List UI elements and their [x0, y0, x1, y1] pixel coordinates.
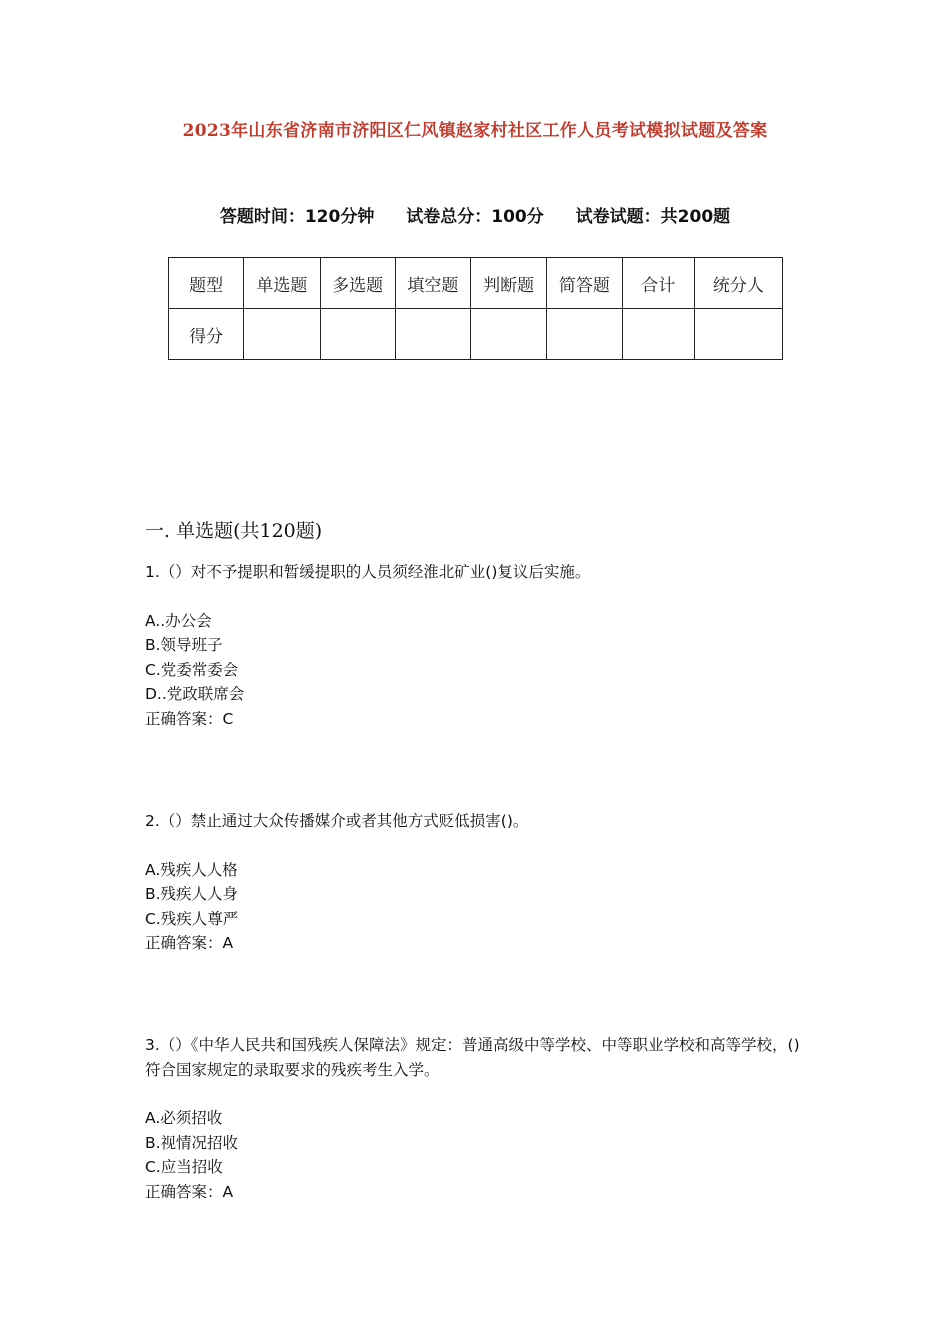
question-option: D..党政联席会 — [145, 685, 245, 703]
score-header-cell: 判断题 — [471, 258, 547, 309]
exam-time: 答题时间：120分钟 — [219, 207, 375, 227]
section-heading: 一. 单选题(共120题) — [145, 520, 323, 542]
score-table-header-row — [169, 258, 783, 309]
score-header-cell: 统分人 — [694, 258, 782, 309]
question-stem: 1.（）对不予提职和暂缓提职的人员须经淮北矿业()复议后实施。 — [145, 563, 591, 581]
question-1 — [145, 560, 815, 731]
score-cell — [694, 309, 782, 360]
question-stem: 3.（）《中华人民共和国残疾人保障法》规定：普通高级中等学校、中等职业学校和高等学校，()符合国家规定的录取要求的残疾考生入学。 — [145, 1036, 800, 1079]
question-option: A.必须招收 — [145, 1109, 223, 1127]
question-2 — [145, 809, 815, 956]
score-header-cell: 题型 — [169, 258, 244, 309]
score-header-cell: 单选题 — [244, 258, 320, 309]
exam-info — [0, 202, 950, 227]
score-header-cell: 多选题 — [320, 258, 395, 309]
score-cell — [547, 309, 622, 360]
score-cell — [471, 309, 547, 360]
exam-total-score: 试卷总分：100分 — [406, 207, 544, 227]
question-answer: 正确答案：A — [145, 1182, 234, 1201]
question-option: A.残疾人人格 — [145, 860, 238, 879]
question-option: C.党委常委会 — [145, 660, 239, 679]
score-cell — [622, 309, 694, 360]
question-answer: 正确答案：C — [145, 709, 234, 728]
document-title: 2023年山东省济南市济阳区仁风镇赵家村社区工作人员考试模拟试题及答案 — [182, 121, 768, 141]
question-answer: 正确答案：A — [145, 934, 234, 952]
score-header-cell: 简答题 — [547, 258, 622, 309]
score-cell — [320, 309, 395, 360]
score-table — [168, 257, 783, 360]
score-table-score-row — [169, 309, 783, 360]
question-option: B.领导班子 — [145, 636, 223, 654]
exam-question-count: 试卷试题：共200题 — [575, 207, 731, 227]
score-header-cell: 填空题 — [395, 258, 470, 309]
question-option: B.残疾人人身 — [145, 885, 239, 903]
question-option: B.视情况招收 — [145, 1133, 239, 1152]
score-cell — [395, 309, 470, 360]
question-stem: 2.（）禁止通过大众传播媒介或者其他方式贬低损害()。 — [145, 812, 529, 830]
score-cell — [244, 309, 320, 360]
question-option: C.残疾人尊严 — [145, 909, 239, 928]
score-row-label: 得分 — [169, 309, 244, 360]
question-option: A..办公会 — [145, 611, 212, 630]
score-header-cell: 合计 — [622, 258, 694, 309]
question-3 — [145, 1033, 815, 1204]
question-option: C.应当招收 — [145, 1158, 223, 1176]
